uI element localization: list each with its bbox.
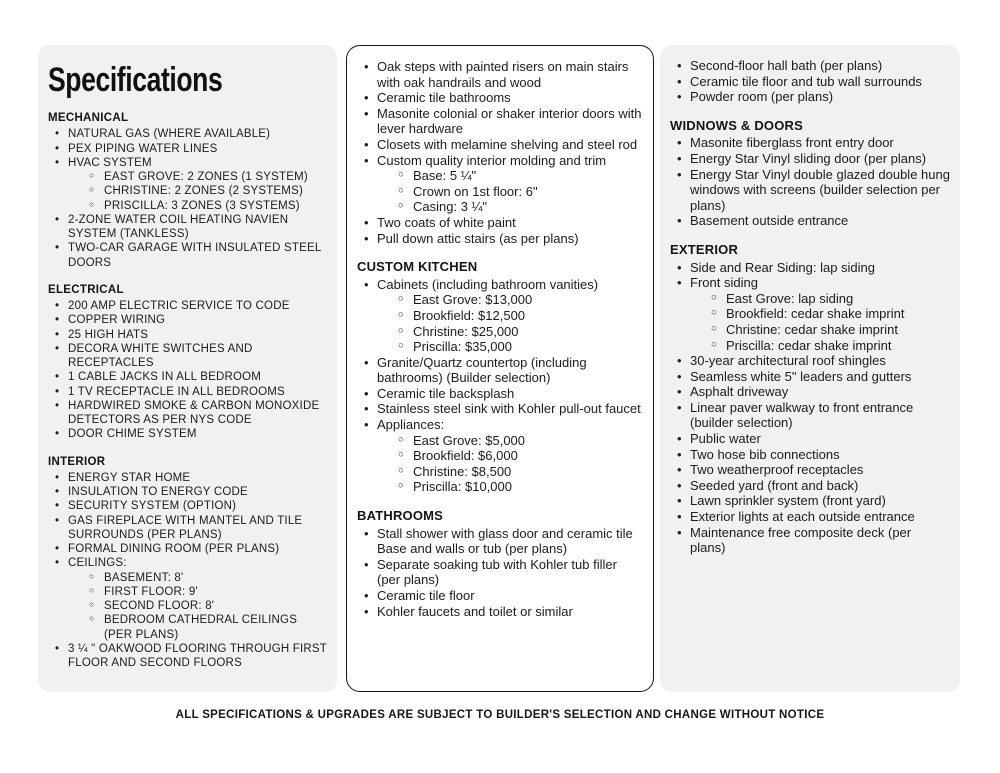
list-item-text: Brookfield: cedar shake imprint — [726, 306, 905, 322]
sub-list-item — [389, 433, 643, 449]
list-item-text: 1 CABLE JACKS IN ALL BEDROOM — [68, 371, 262, 384]
list-item-text: Stainless steel sink with Kohler pull-out faucet — [377, 401, 641, 417]
list-item-text: Kohler faucets and toilet or similar — [377, 603, 573, 619]
list-item-text: 30-year architectural roof shingles — [690, 353, 886, 369]
list-item-text: HARDWIRED SMOKE & CARBON MONOXIDE DETECTORS AS PER NYS CODE — [68, 399, 320, 426]
list-item-text: East Grove: $13,000 — [413, 292, 533, 308]
list-item — [670, 447, 950, 463]
list-item-text: Priscilla: $10,000 — [413, 479, 512, 495]
sub-list-item — [389, 184, 643, 200]
list-item-text: CHRISTINE: 2 ZONES (2 SYSTEMS) — [104, 185, 303, 198]
list-item-text: Maintenance free composite deck (per plans) — [690, 524, 912, 556]
list-item-text: Side and Rear Siding: lap siding — [690, 259, 876, 275]
list-item-text: Energy Star Vinyl double glazed double hung windows with screens (builder selection per plans) — [690, 166, 950, 213]
spec-section — [357, 59, 643, 246]
spec-section — [357, 259, 643, 495]
sub-list-item — [389, 292, 643, 308]
list-item — [48, 241, 327, 270]
sub-list-item — [80, 184, 327, 198]
spec-panel-right — [660, 45, 960, 692]
list-item — [357, 604, 643, 620]
list-item — [357, 153, 643, 215]
list-item-text: Public water — [690, 431, 761, 447]
list-item-text: Exterior lights at each outside entrance — [690, 509, 915, 525]
list-item — [48, 642, 327, 671]
sub-list-item — [389, 339, 643, 355]
spec-section — [48, 455, 327, 671]
list-item-text: Stall shower with glass door and ceramic tile Base and walls or tub (per plans) — [377, 525, 633, 557]
spec-sublist — [80, 170, 327, 213]
list-item — [48, 313, 327, 327]
list-item — [48, 399, 327, 428]
list-item — [48, 427, 327, 441]
spec-list — [357, 277, 643, 495]
list-item-text: Two hose bib connections — [690, 446, 840, 462]
list-item-text: PRISCILLA: 3 ZONES (3 SYSTEMS) — [104, 199, 300, 212]
list-item — [670, 135, 950, 151]
spec-column-middle — [357, 59, 643, 619]
section-heading: INTERIOR — [48, 455, 106, 468]
list-item-text: Brookfield: $12,500 — [413, 307, 526, 323]
list-item-text: Christine: $25,000 — [413, 323, 519, 339]
list-item — [357, 557, 643, 588]
spec-section — [670, 242, 950, 556]
list-item-text: Two weatherproof receptacles — [690, 462, 864, 478]
spec-list — [357, 59, 643, 246]
list-item — [670, 58, 950, 74]
list-item-text: Separate soaking tub with Kohler tub filler (per plans) — [377, 556, 617, 588]
section-heading: CUSTOM KITCHEN — [357, 259, 478, 275]
section-heading: WIDNOWS & DOORS — [670, 117, 803, 133]
list-item — [670, 260, 950, 276]
section-heading: EXTERIOR — [670, 241, 739, 257]
spec-panel-middle — [346, 45, 654, 692]
list-item-text: ENERGY STAR HOME — [68, 471, 191, 484]
sub-list-item — [80, 170, 327, 184]
spec-section — [357, 508, 643, 619]
list-item — [357, 355, 643, 386]
sub-list-item — [80, 199, 327, 213]
list-item-text: Crown on 1st floor: 6" — [413, 183, 538, 199]
list-item — [670, 525, 950, 556]
list-item — [48, 370, 327, 384]
section-heading: ELECTRICAL — [48, 283, 124, 296]
list-item — [48, 385, 327, 399]
spec-panel-left — [38, 45, 337, 692]
spec-sublist — [702, 291, 950, 353]
list-item — [670, 275, 950, 353]
list-item — [670, 213, 950, 229]
spec-column-left — [48, 111, 327, 670]
list-item — [670, 400, 950, 431]
list-item-text: Pull down attic stairs (as per plans) — [377, 230, 579, 246]
list-item-text: EAST GROVE: 2 ZONES (1 SYSTEM) — [104, 171, 308, 183]
list-item-text: Basement outside entrance — [690, 213, 849, 229]
list-item-text: NATURAL GAS (WHERE AVAILABLE) — [68, 128, 271, 141]
list-item — [670, 384, 950, 400]
list-item — [670, 462, 950, 478]
spec-column-right — [670, 58, 950, 556]
list-item — [357, 386, 643, 402]
list-item — [48, 556, 327, 642]
sub-list-item — [80, 599, 327, 613]
list-item-text: East Grove: lap siding — [726, 290, 854, 306]
list-item-text: Two coats of white paint — [377, 214, 516, 230]
list-item-text: Christine: cedar shake imprint — [726, 321, 898, 337]
list-item-text: East Grove: $5,000 — [413, 432, 526, 448]
list-item — [357, 90, 643, 106]
list-item-text: Ceramic tile floor — [377, 588, 475, 603]
list-item-text: 25 HIGH HATS — [68, 328, 149, 341]
list-item — [357, 417, 643, 495]
spec-sublist — [389, 433, 643, 495]
list-item — [48, 328, 327, 342]
list-item — [357, 231, 643, 247]
list-item-text: Front siding — [690, 275, 758, 291]
list-item — [357, 588, 643, 604]
list-item — [48, 299, 327, 313]
list-item — [670, 167, 950, 214]
list-item — [670, 509, 950, 525]
page-title-text: Specifications — [48, 61, 223, 99]
list-item-text: FORMAL DINING ROOM (PER PLANS) — [68, 543, 280, 555]
spec-section — [670, 118, 950, 229]
sub-list-item — [389, 448, 643, 464]
spec-list — [48, 127, 327, 270]
list-item-text: Masonite colonial or shaker interior doors with lever hardware — [377, 105, 642, 137]
list-item-text: BEDROOM CATHEDRAL CEILINGS (PER PLANS) — [104, 614, 298, 641]
list-item-text: 1 TV RECEPTACLE IN ALL BEDROOMS — [68, 385, 285, 398]
list-item — [48, 127, 327, 141]
list-item-text: BASEMENT: 8' — [104, 571, 184, 584]
sub-list-item — [702, 338, 950, 354]
list-item — [670, 478, 950, 494]
page-title — [48, 63, 327, 97]
list-item-text: SECOND FLOOR: 8' — [104, 600, 215, 612]
section-heading: BATHROOMS — [357, 508, 444, 524]
spec-list — [670, 135, 950, 229]
list-item-text: Asphalt driveway — [690, 384, 789, 400]
spec-section — [48, 283, 327, 442]
list-item-text: TWO-CAR GARAGE WITH INSULATED STEEL DOORS — [68, 242, 321, 269]
list-item-text: GAS FIREPLACE WITH MANTEL AND TILE SURROUNDS (PER PLANS) — [68, 514, 303, 541]
list-item-text: Appliances: — [377, 417, 445, 433]
list-item — [48, 142, 327, 156]
sub-list-item — [702, 306, 950, 322]
list-item-text: Custom quality interior molding and trim — [377, 152, 607, 168]
list-item-text: Priscilla: cedar shake imprint — [726, 337, 892, 353]
sub-list-item — [702, 322, 950, 338]
sub-list-item — [389, 168, 643, 184]
list-item — [670, 151, 950, 167]
list-item — [48, 213, 327, 242]
list-item — [670, 431, 950, 447]
sub-list-item — [389, 324, 643, 340]
disclaimer-text: ALL SPECIFICATIONS & UPGRADES ARE SUBJECT TO BUILDER'S SELECTION AND CHANGE WITHOUT NOTICE — [175, 709, 825, 721]
list-item-text: FIRST FLOOR: 9' — [104, 585, 198, 598]
list-item — [48, 471, 327, 485]
list-item-text: Masonite fiberglass front entry door — [690, 135, 894, 151]
list-item — [357, 137, 643, 153]
list-item-text: Base: 5 ¼" — [413, 168, 477, 184]
list-item-text: PEX PIPING WATER LINES — [68, 142, 218, 155]
list-item-text: DECORA WHITE SWITCHES AND RECEPTACLES — [68, 342, 253, 369]
spec-list — [48, 299, 327, 442]
list-item — [48, 485, 327, 499]
spec-list — [670, 260, 950, 556]
list-item-text: DOOR CHIME SYSTEM — [68, 428, 197, 441]
spec-section — [48, 111, 327, 270]
list-item — [48, 156, 327, 213]
list-item — [48, 342, 327, 371]
sub-list-item — [389, 199, 643, 215]
list-item-text: Cabinets (including bathroom vanities) — [377, 276, 599, 292]
list-item — [48, 499, 327, 513]
list-item — [357, 526, 643, 557]
spec-section — [670, 58, 950, 105]
list-item-text: Ceramic tile backsplash — [377, 385, 515, 401]
list-item — [670, 369, 950, 385]
list-item-text: Energy Star Vinyl sliding door (per plans) — [690, 150, 927, 166]
list-item-text: CEILINGS: — [68, 557, 127, 570]
sub-list-item — [80, 571, 327, 585]
spec-sublist — [80, 571, 327, 642]
list-item — [357, 277, 643, 355]
list-item — [357, 106, 643, 137]
list-item-text: 3 ¼ " OAKWOOD FLOORING THROUGH FIRST FLOOR AND SECOND FLOORS — [68, 642, 327, 669]
list-item — [670, 74, 950, 90]
sub-list-item — [80, 585, 327, 599]
list-item-text: Second-floor hall bath (per plans) — [690, 58, 883, 73]
list-item-text: Oak steps with painted risers on main stairs with oak handrails and wood — [377, 59, 629, 90]
list-item-text: Priscilla: $35,000 — [413, 339, 512, 355]
sub-list-item — [389, 464, 643, 480]
list-item-text: 200 AMP ELECTRIC SERVICE TO CODE — [68, 300, 290, 312]
list-item-text: Lawn sprinkler system (front yard) — [690, 493, 886, 509]
list-item — [670, 89, 950, 105]
spec-sublist — [389, 168, 643, 215]
sub-list-item — [389, 308, 643, 324]
list-item-text: Granite/Quartz countertop (including bathrooms) (Builder selection) — [377, 354, 587, 386]
list-item-text: Christine: $8,500 — [413, 463, 512, 479]
list-item-text: Ceramic tile floor and tub wall surrounds — [690, 73, 922, 89]
list-item — [48, 542, 327, 556]
list-item-text: Closets with melamine shelving and steel rod — [377, 136, 638, 152]
list-item-text: Seeded yard (front and back) — [690, 477, 859, 493]
list-item — [670, 353, 950, 369]
section-heading: MECHANICAL — [48, 112, 129, 124]
list-item-text: COPPER WIRING — [68, 314, 166, 327]
spec-list — [48, 471, 327, 671]
list-item-text: Ceramic tile bathrooms — [377, 90, 511, 106]
list-item — [357, 59, 643, 90]
sub-list-item — [389, 479, 643, 495]
list-item-text: Casing: 3 ¼" — [413, 199, 487, 215]
list-item-text: Brookfield: $6,000 — [413, 448, 518, 464]
list-item-text: Linear paver walkway to front entrance (builder selection) — [690, 399, 914, 431]
list-item-text: Powder room (per plans) — [690, 89, 834, 105]
list-item-text: HVAC SYSTEM — [68, 156, 152, 169]
list-item-text: SECURITY SYSTEM (OPTION) — [68, 500, 237, 513]
list-item-text: INSULATION TO ENERGY CODE — [68, 486, 248, 498]
sub-list-item — [702, 291, 950, 307]
list-item-text: 2-ZONE WATER COIL HEATING NAVIEN SYSTEM (TANKLESS) — [68, 213, 289, 240]
list-item — [670, 493, 950, 509]
list-item — [357, 401, 643, 417]
spec-list — [357, 526, 643, 620]
sub-list-item — [80, 613, 327, 642]
spec-sublist — [389, 292, 643, 354]
list-item — [357, 215, 643, 231]
spec-list — [670, 58, 950, 105]
list-item-text: Seamless white 5" leaders and gutters — [690, 368, 912, 384]
list-item — [48, 514, 327, 543]
